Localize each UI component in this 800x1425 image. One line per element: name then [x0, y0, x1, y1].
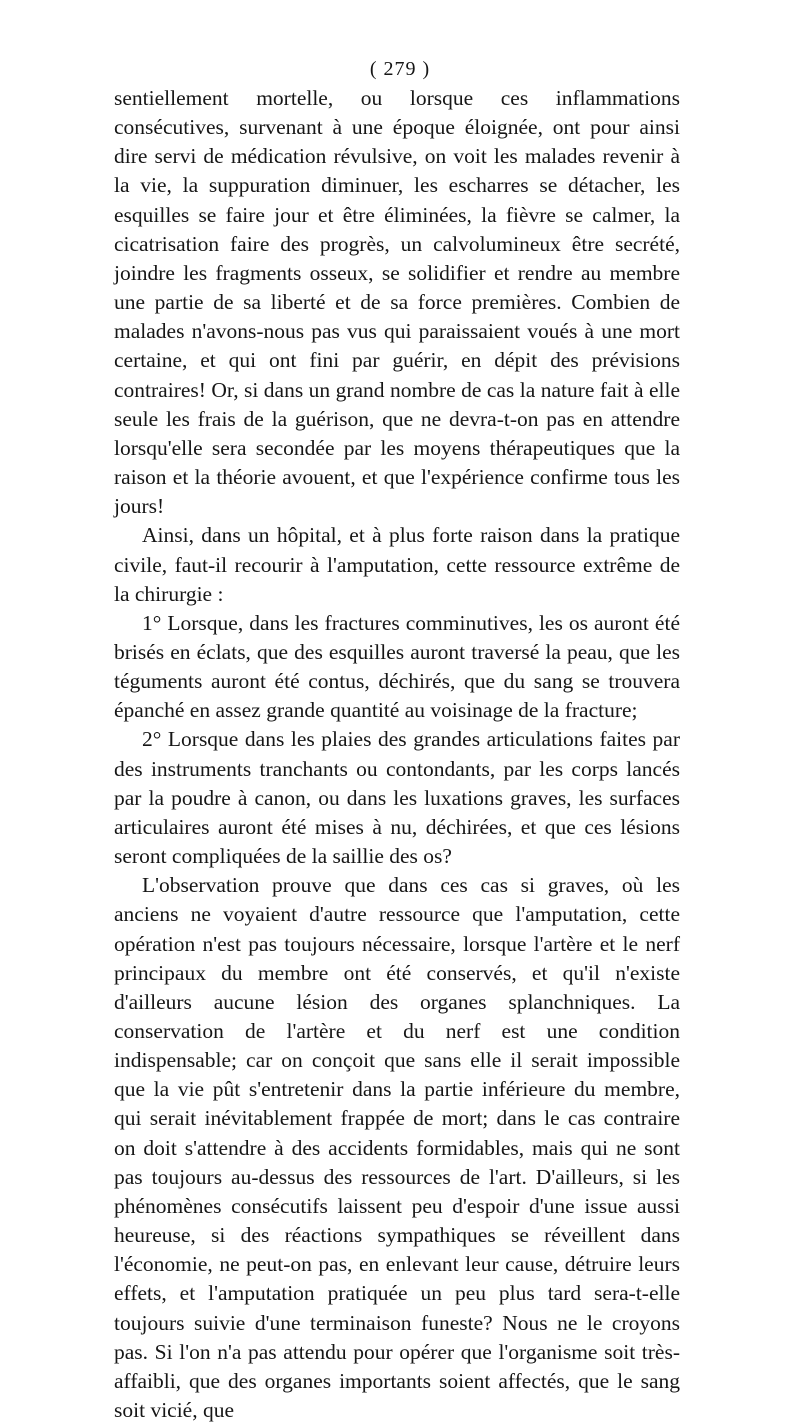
paragraph-observation: L'observation prouve que dans ces cas si graves, où les anciens ne voyaient d'autre ressource que l'amputation, cette opération n'est pas toujours nécessaire, lorsque l'artère et le nerf principaux du membre ont été conservés, et qu'il n'existe d'ailleurs aucune lésion des organes splanchniques. La conservation de l'artère et du nerf est une condition indispensable; car on conçoit que sans elle il serait impossible que la vie pût s'entretenir dans la partie inférieure du membre, qui serait inévitablement frappée de mort; dans le cas contraire on doit s'attendre à des accidents formidables, mais qui ne sont pas toujours au-dessus des ressources de l'art. D'ailleurs, si les phénomènes consécutifs laissent peu d'espoir d'une issue aussi heureuse, si des réactions sympathiques se réveillent dans l'économie, ne peut-on pas, en enlevant leur cause, détruire leurs effets, et l'amputation pratiquée un peu plus tard sera-t-elle toujours suivie d'une terminaison funeste? Nous ne le croyons pas. Si l'on n'a pas attendu pour opérer que l'organisme soit très-affaibli, que des organes importants soient affectés, que le sang soit vicié, que	[114, 873, 680, 1423]
paragraph-continuation: sentiellement mortelle, ou lorsque ces inflammations consécutives, survenant à une époque éloignée, ont pour ainsi dire servi de médication révulsive, on voit les malades revenir à la vie, la suppuration diminuer, les escharres se détacher, les esquilles se faire jour et être éliminées, la fièvre se calmer, la cicatrisation faire des progrès, un calvolumineux être secrété, joindre les fragments osseux, se solidifier et rendre au membre une partie de sa liberté et de sa force premières. Combien de malades n'avons-nous pas vus qui paraissaient voués à une mort certaine, et qui ont fini par guérir, en dépit des prévisions contraires! Or, si dans un grand nombre de cas la nature fait à elle seule les frais de la guérison, que ne devra-t-on pas en attendre lorsqu'elle sera secondée par les moyens thérapeutiques que la raison et la théorie avouent, et que l'expérience confirme tous les jours!	[114, 86, 680, 519]
paragraph-ainsi: Ainsi, dans un hôpital, et à plus forte raison dans la pratique civile, faut-il recourir à l'amputation, cette ressource extrême de la chirurgie :	[114, 523, 680, 606]
body-text	[114, 84, 680, 1425]
paragraph-item-1: 1° Lorsque, dans les fractures comminutives, les os auront été brisés en éclats, que des esquilles auront traversé la peau, que les téguments auront été contus, déchirés, que du sang se trouvera épanché en assez grande quantité au voisinage de la fracture;	[114, 610, 680, 723]
page-number: ( 279 )	[369, 58, 431, 80]
paragraph-item-2: 2° Lorsque dans les plaies des grandes articulations faites par des instruments tranchants ou contondants, par les corps lancés par la poudre à canon, ou dans les luxations graves, les surfaces articulaires auront été mises à nu, déchirées, et que ces lésions seront compliquées de la saillie des os?	[114, 727, 680, 869]
